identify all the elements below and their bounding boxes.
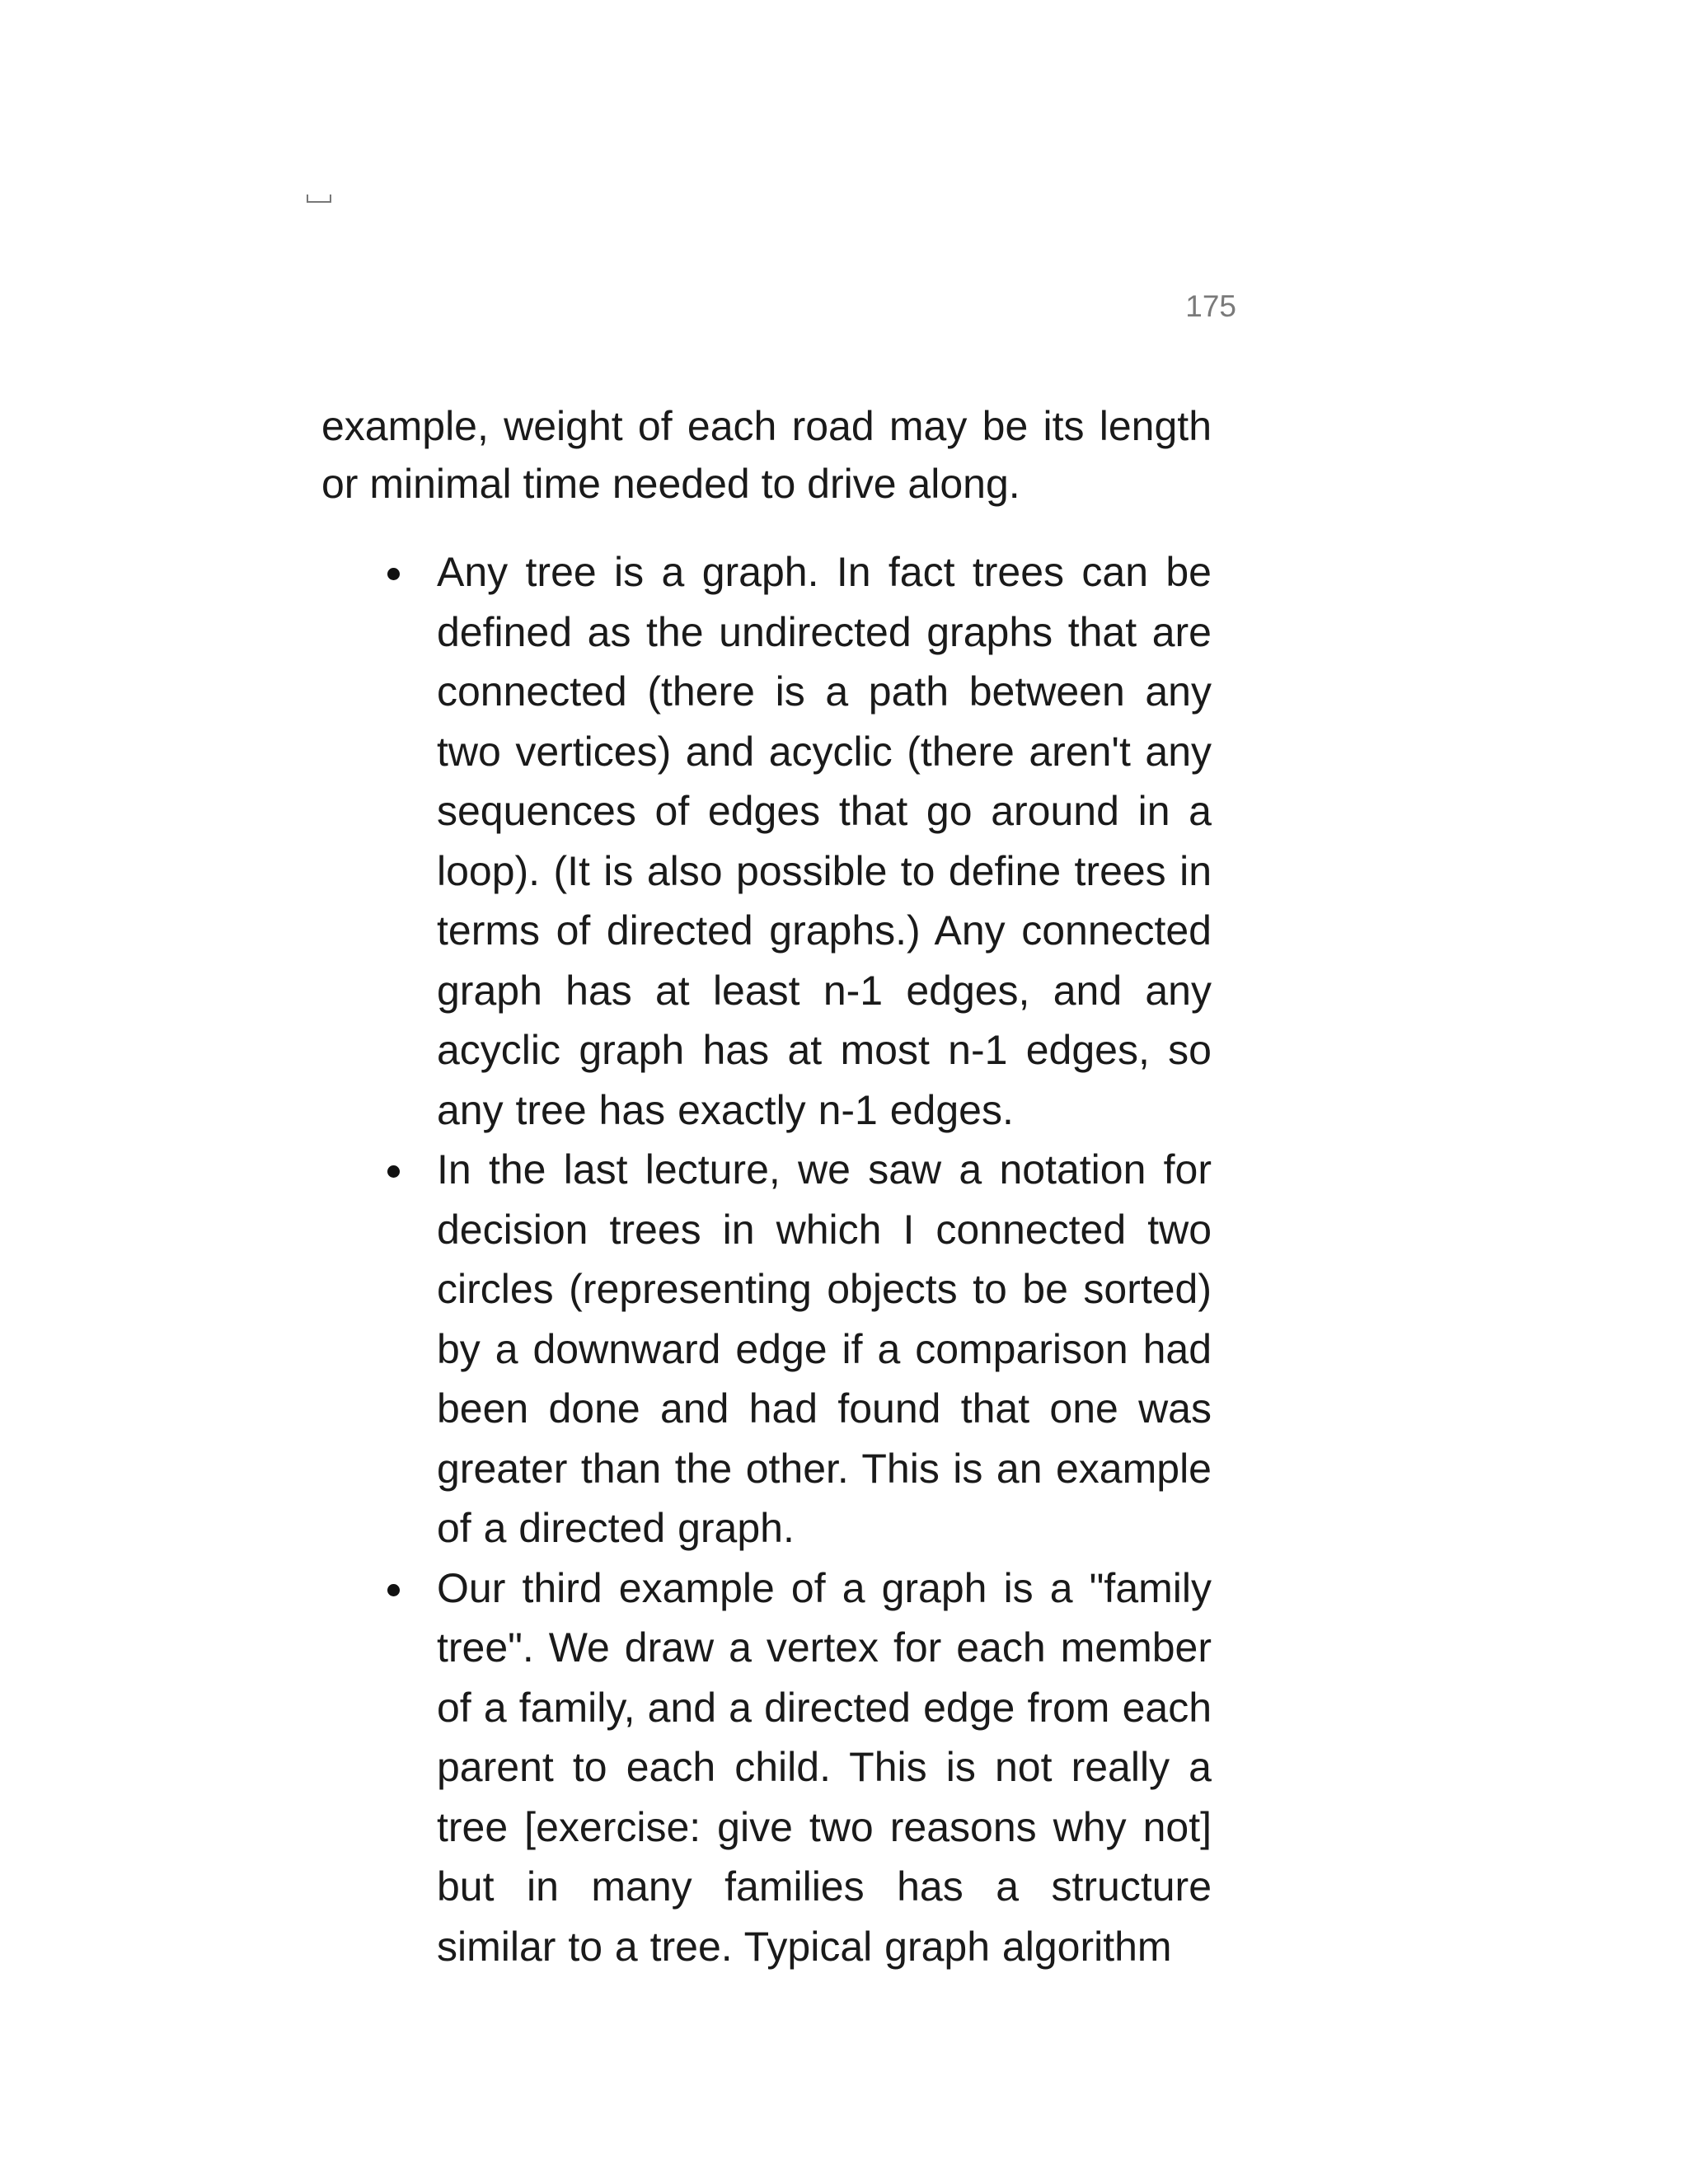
bullet-icon: [387, 1165, 400, 1178]
crop-corner-mark: [307, 194, 331, 203]
bullet-list: [321, 542, 1212, 1976]
bullet-icon: [387, 1584, 400, 1596]
list-item-text: In the last lecture, we saw a notation for decision trees in which I connected two circles (representing objects to be sorted) by a downward edge if a comparison had been done and had found that one was greater than the other. This is an example of a directed graph.: [437, 1146, 1212, 1551]
list-item: [321, 1558, 1212, 1977]
list-item-text: Any tree is a graph. In fact trees can be defined as the undirected graphs that are connected (there is a path between any two vertices) and acyclic (there aren't any sequences of edges that go around in a loop). (It is also possible to define trees in terms of directed graphs.) Any connected graph has at least n-1 edges, and any acyclic graph has at most n-1 edges, so any tree has exactly n-1 edges.: [437, 549, 1212, 1133]
body-text: [321, 397, 1212, 1976]
bullet-icon: [387, 568, 400, 580]
intro-paragraph: example, weight of each road may be its length or minimal time needed to drive along.: [321, 403, 1212, 507]
list-item-text: Our third example of a graph is a "family tree". We draw a vertex for each member of a family, and a directed edge from each parent to each child. This is not really a tree [exercise: give two reasons why not] but in many families has a structure similar to a tree. Typical graph algorithm: [437, 1564, 1212, 1970]
list-item: [321, 1140, 1212, 1558]
page-number: 175: [1185, 289, 1236, 323]
list-item: [321, 542, 1212, 1140]
